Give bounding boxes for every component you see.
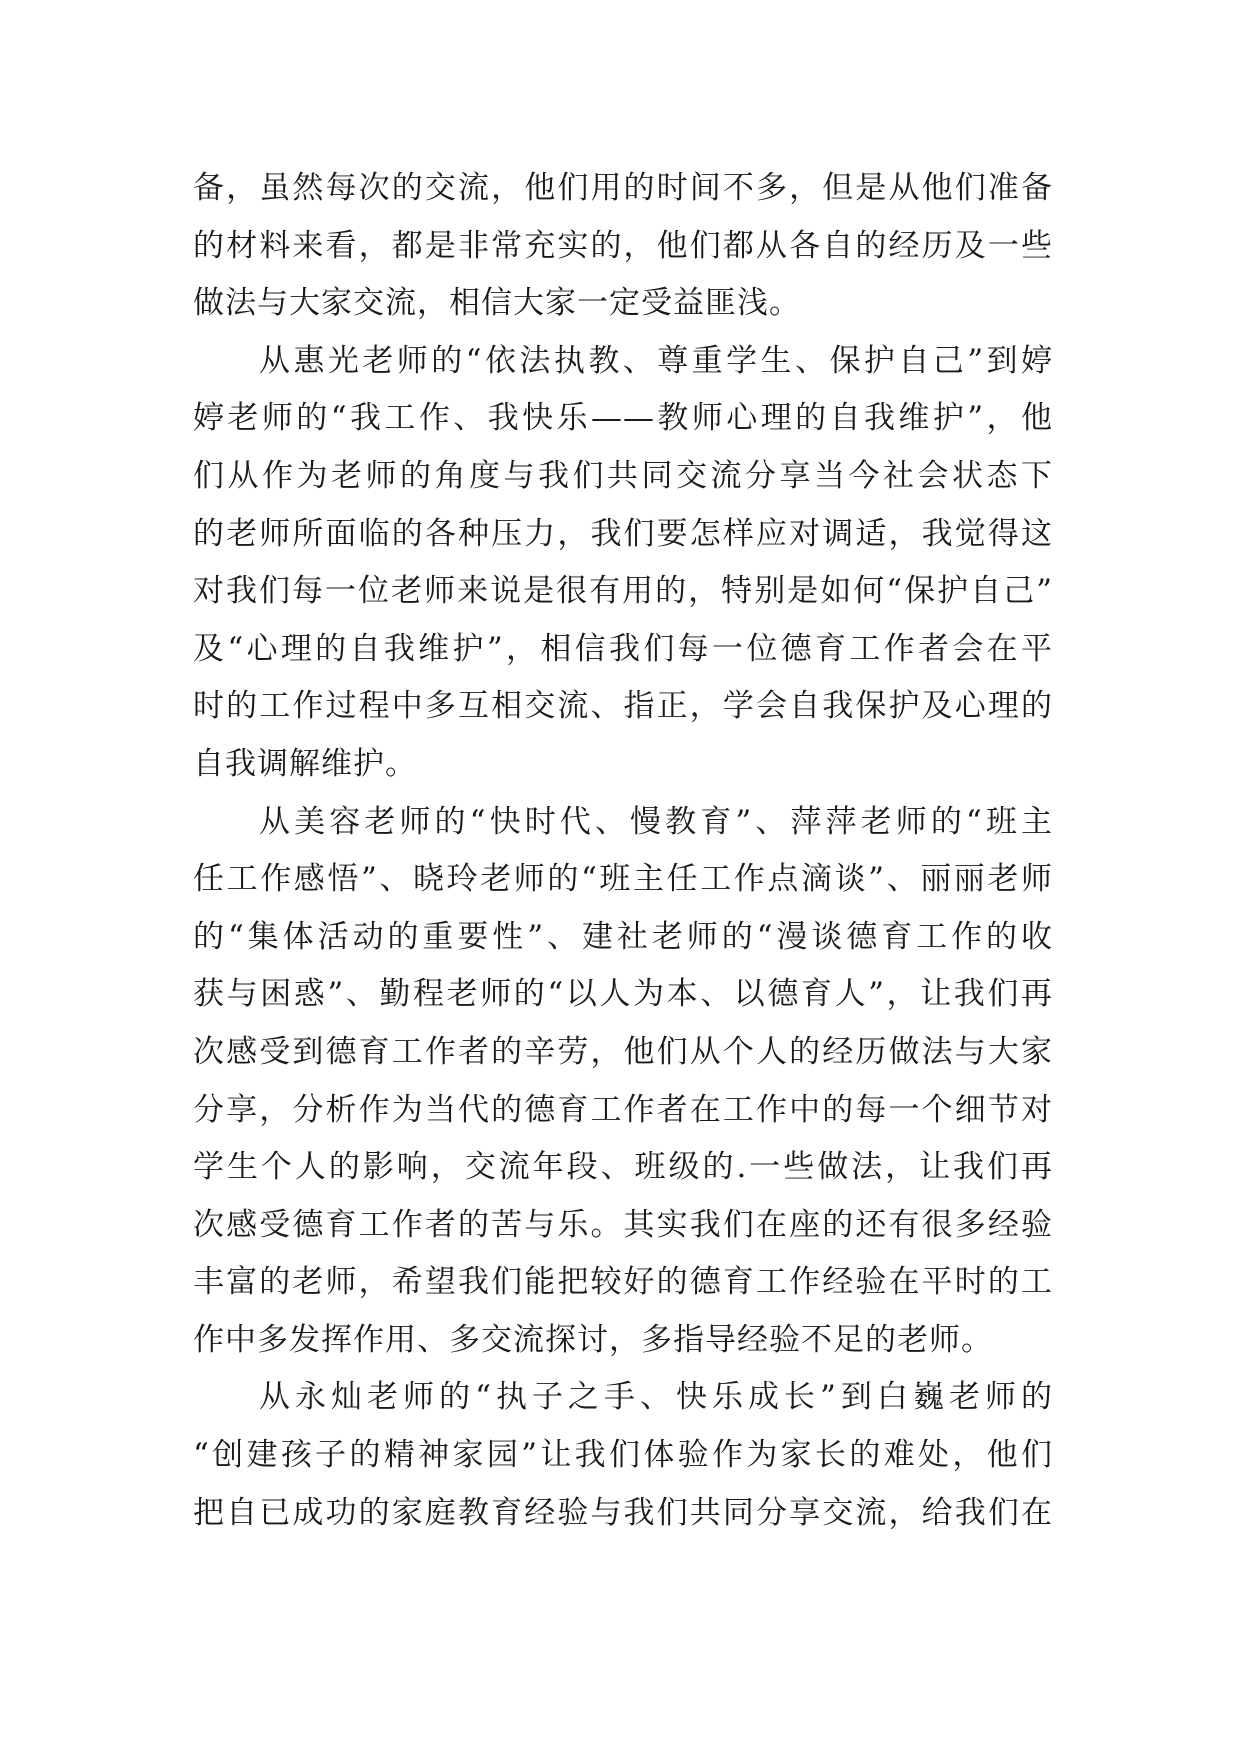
paragraph-line: 的老师所面临的各种压力，我们要怎样应对调适，我觉得这 (193, 515, 1053, 552)
paragraph-line: 对我们每一位老师来说是很有用的，特别是如何“保护自己” (193, 573, 1053, 610)
paragraph-line: 自我调解维护。 (193, 745, 417, 782)
paragraph-line: 们从作为老师的角度与我们共同交流分享当今社会状态下 (193, 457, 1053, 494)
paragraph-line: 从惠光老师的“依法执教、尊重学生、保护自己”到婷 (259, 342, 1053, 379)
paragraph-line: 的“集体活动的重要性”、建社老师的“漫谈德育工作的收 (193, 918, 1053, 955)
paragraph-line: 任工作感悟”、晓玲老师的“班主任工作点滴谈”、丽丽老师 (193, 861, 1053, 898)
paragraph-line: 的材料来看，都是非常充实的，他们都从各自的经历及一些 (193, 227, 1053, 264)
paragraph-line: 婷老师的“我工作、我快乐——教师心理的自我维护”，他 (193, 400, 1053, 437)
paragraph-line: 及“心理的自我维护”，相信我们每一位德育工作者会在平 (193, 630, 1053, 667)
paragraph-line: 把自已成功的家庭教育经验与我们共同分享交流，给我们在 (193, 1494, 1053, 1531)
paragraph-line: 从美容老师的“快时代、慢教育”、萍萍老师的“班主 (259, 803, 1053, 840)
paragraph-line: 学生个人的影响，交流年段、班级的.一些做法，让我们再 (193, 1149, 1053, 1186)
paragraph-line: 次感受到德育工作者的辛劳，他们从个人的经历做法与大家 (193, 1033, 1053, 1070)
paragraph-line: 做法与大家交流，相信大家一定受益匪浅。 (193, 285, 801, 322)
paragraph-line: 分享，分析作为当代的德育工作者在工作中的每一个细节对 (193, 1091, 1053, 1128)
paragraph-line: 丰富的老师，希望我们能把较好的德育工作经验在平时的工 (193, 1264, 1053, 1301)
paragraph-line: 获与困惑”、勤程老师的“以人为本、以德育人”，让我们再 (193, 976, 1053, 1013)
paragraph-line: 备，虽然每次的交流，他们用的时间不多，但是从他们准备 (193, 170, 1053, 206)
paragraph-line: 时的工作过程中多互相交流、指正，学会自我保护及心理的 (193, 688, 1053, 725)
paragraph-line: “创建孩子的精神家园”让我们体验作为家长的难处，他们 (193, 1437, 1053, 1474)
document-body (193, 160, 1053, 1542)
paragraph-line: 次感受德育工作者的苦与乐。其实我们在座的还有很多经验 (193, 1206, 1053, 1243)
paragraph-line: 作中多发挥作用、多交流探讨，多指导经验不足的老师。 (193, 1321, 993, 1358)
paragraph-line: 从永灿老师的“执子之手、快乐成长”到白巍老师的 (259, 1379, 1053, 1416)
